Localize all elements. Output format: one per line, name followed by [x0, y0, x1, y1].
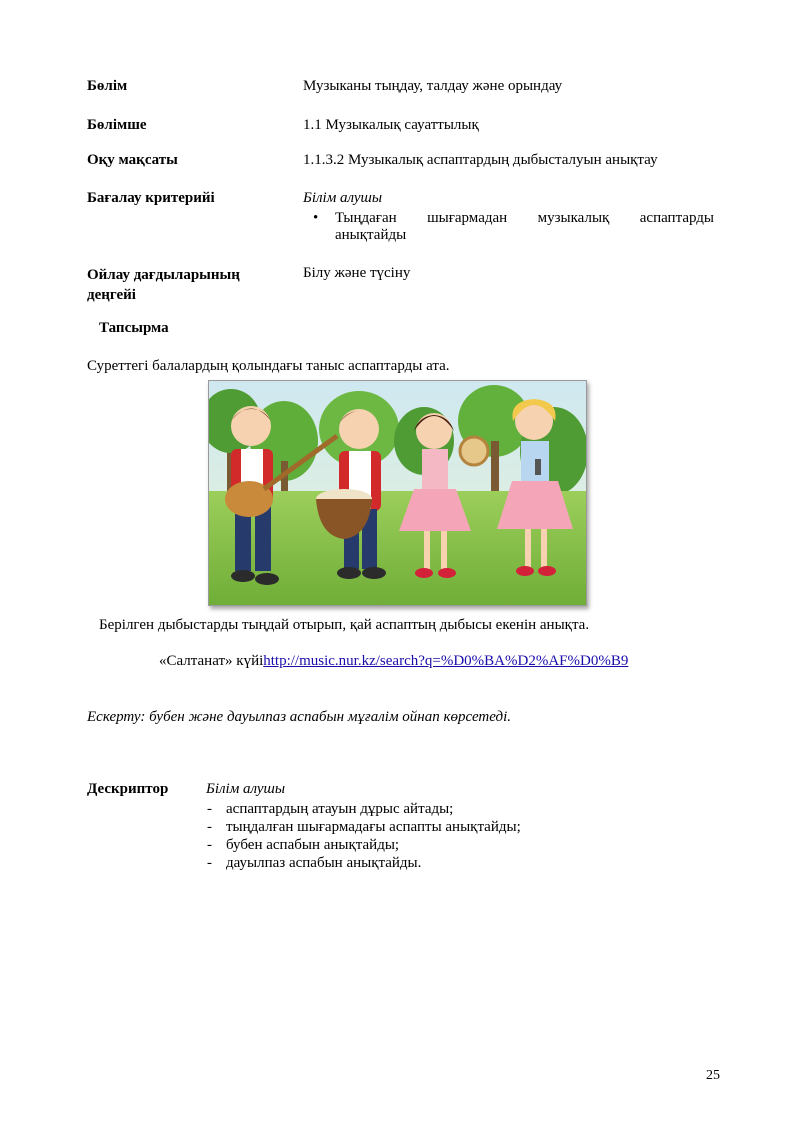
thinking-label-line1: Ойлау дағдыларының [87, 267, 240, 283]
song-line [159, 653, 628, 670]
descriptor-item-text: аспаптардың атауын дұрыс айтады; [226, 801, 454, 817]
list-item: - аспаптардың атауын дұрыс айтады; [207, 801, 454, 817]
page-number: 25 [706, 1068, 720, 1083]
descriptor-item-text: бубен аспабын анықтайды; [226, 837, 400, 853]
row-value-goal: 1.1.3.2 Музыкалық аспаптардың дыбысталуын анықтау [303, 152, 658, 168]
listen-instruction: Берілген дыбыстарды тыңдай отырып, қай аспаптың дыбысы екенін анықта. [99, 617, 590, 633]
criteria-bullet [313, 210, 714, 244]
criteria-bullet-line2: анықтайды [335, 227, 407, 243]
thinking-label [87, 265, 240, 305]
criteria-bullet-line1: Тыңдаған шығармадан музыкалық аспаптарды [335, 210, 714, 226]
descriptor-label: Дескриптор [87, 781, 169, 797]
row-label-subsection: Бөлімше [87, 117, 147, 133]
descriptor-list [207, 800, 521, 872]
teacher-note: Ескерту: бубен және дауылпаз аспабын мұғалім ойнап көрсетеді. [87, 709, 512, 725]
list-item: - тыңдалған шығармадағы аспапты анықтайды; [207, 819, 521, 835]
descriptor-item-text: тыңдалған шығармадағы аспапты анықтайды; [226, 819, 521, 835]
children-instruments-illustration [208, 380, 587, 606]
criteria-label: Бағалау критерийі [87, 190, 215, 206]
criteria-intro: Білім алушы [303, 190, 383, 206]
bullet-icon: • [313, 210, 319, 226]
row-value-subsection: 1.1 Музыкалық сауаттылық [303, 117, 479, 133]
row-value-section: Музыканы тыңдау, талдау және орындау [303, 78, 563, 94]
list-item: - бубен аспабын анықтайды; [207, 837, 400, 853]
thinking-value: Білу және түсіну [303, 265, 411, 281]
descriptor-item-text: дауылпаз аспабын анықтайды. [226, 855, 422, 871]
song-title: «Салтанат» күйі [159, 653, 264, 669]
task-instruction: Суреттегі балалардың қолындағы таныс аспаптарды ата. [87, 358, 450, 374]
row-label-section: Бөлім [87, 78, 128, 94]
thinking-label-line2: деңгейі [87, 287, 136, 303]
task-heading: Тапсырма [99, 320, 169, 336]
descriptor-intro: Білім алушы [206, 781, 286, 797]
row-label-goal: Оқу мақсаты [87, 152, 178, 168]
illustration-svg [209, 381, 586, 605]
song-link[interactable]: http://music.nur.kz/search?q=%D0%BA%D2%AF%D0%B9 [263, 653, 629, 669]
list-item: - дауылпаз аспабын анықтайды. [207, 855, 422, 871]
